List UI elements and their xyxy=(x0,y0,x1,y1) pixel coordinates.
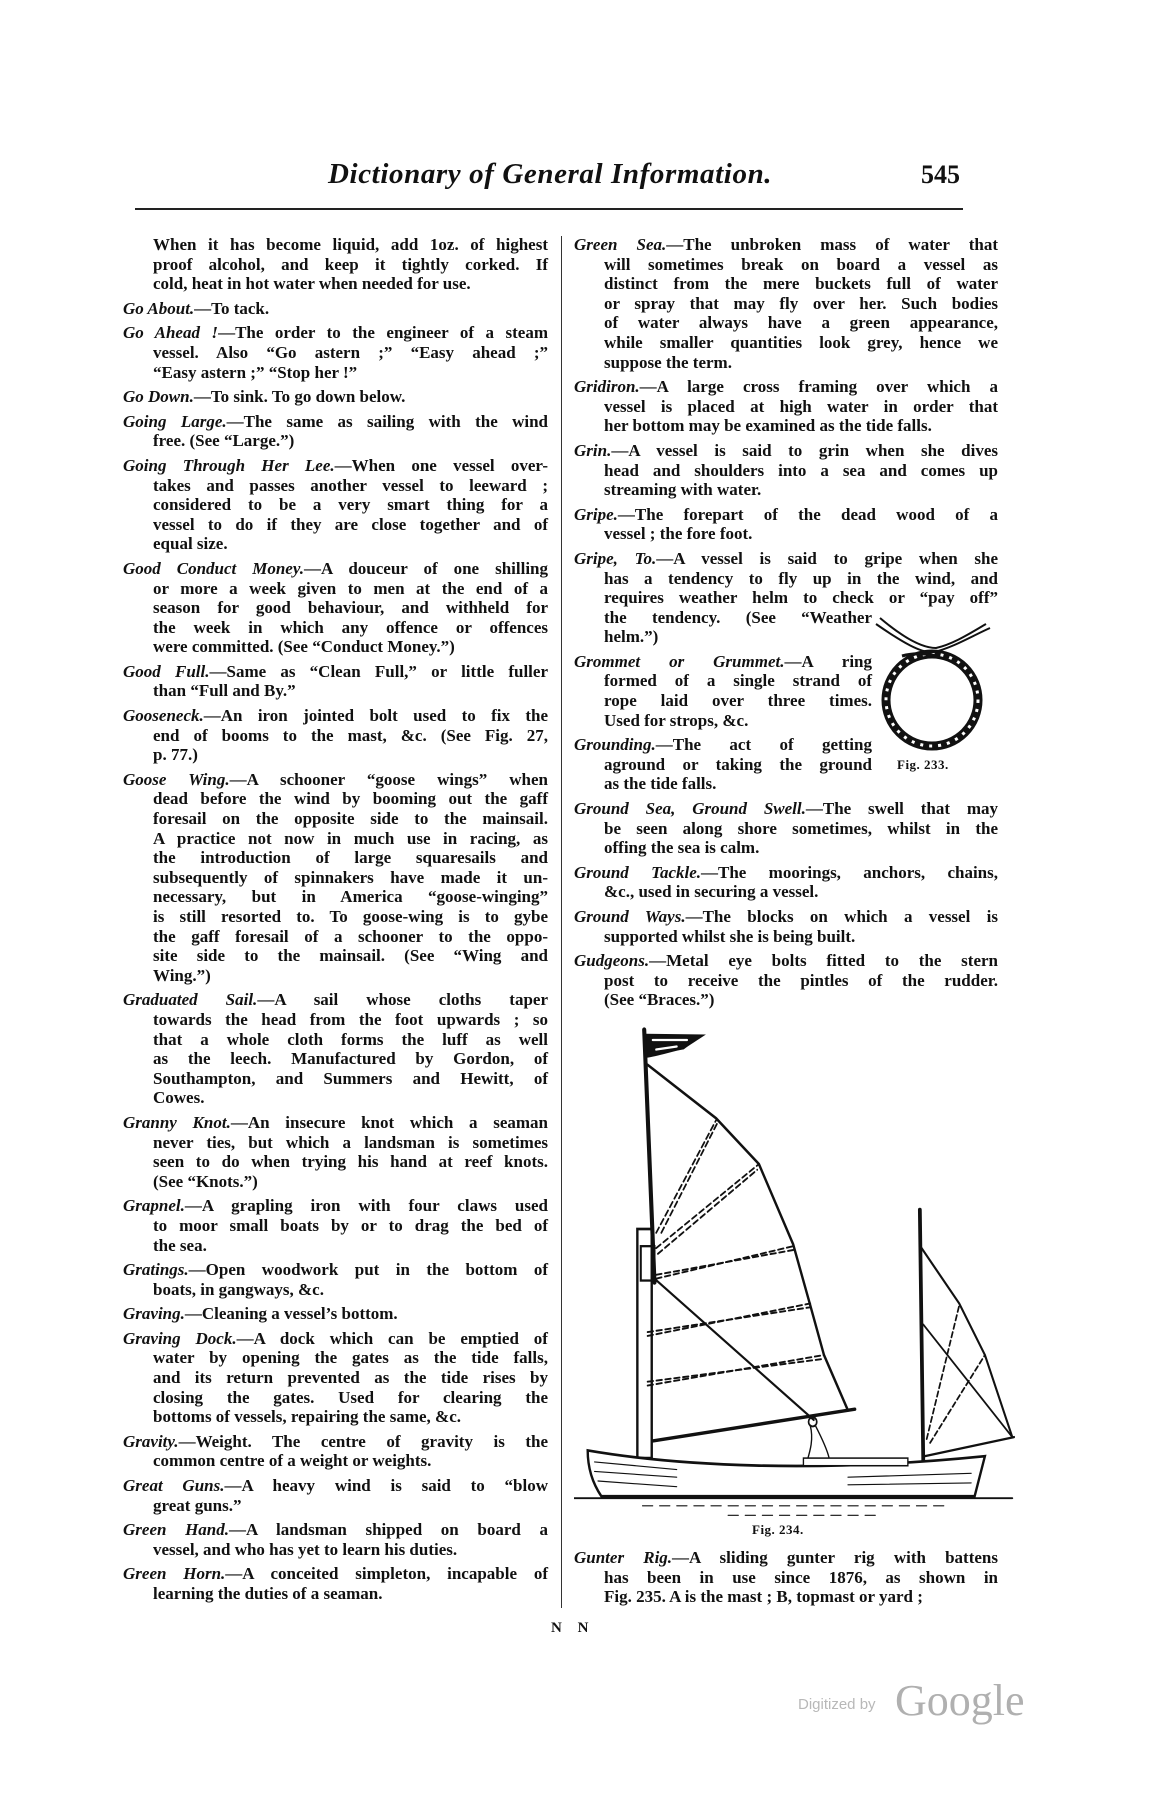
entry-text: takes and passes another vessel to leeward ; xyxy=(153,475,548,495)
entry-text: the introduction of large squaresails and xyxy=(153,848,548,868)
entry-text: or more a week given to men at the end of a xyxy=(153,578,548,598)
entry-term: Gooseneck. xyxy=(123,706,204,726)
entry-text: —A grapling iron with four claws used xyxy=(184,1196,548,1216)
entry-text: —When one vessel over- xyxy=(334,455,548,475)
entry-line xyxy=(153,1584,548,1604)
entry-term: Graving. xyxy=(123,1304,185,1324)
entry-line xyxy=(604,588,998,608)
entry-text: formed of a single strand of xyxy=(604,671,872,691)
entry-text: (See “Braces.”) xyxy=(604,990,715,1010)
entry-line xyxy=(123,412,548,432)
entry-text: —The swell that may xyxy=(805,799,998,819)
entry-line xyxy=(123,990,548,1010)
entry-term: Ground Ways. xyxy=(574,907,686,926)
entry-line xyxy=(123,559,548,579)
entry-text: the week in which any offence or offences xyxy=(153,617,548,637)
dictionary-entry xyxy=(574,907,998,946)
entry-text: as the leech. Manufactured by Gordon, of xyxy=(153,1049,548,1069)
dictionary-entry xyxy=(123,1304,548,1324)
entry-term: Go Down. xyxy=(123,387,194,407)
entry-text: —Open woodwork put in the bottom of xyxy=(188,1260,548,1280)
entry-line xyxy=(574,1548,998,1568)
entry-line xyxy=(153,946,548,966)
entry-text: common centre of a weight or weights. xyxy=(153,1451,432,1471)
entry-text: —A heavy wind is said to “blow xyxy=(224,1476,548,1496)
entry-line xyxy=(574,505,998,525)
dictionary-entry xyxy=(123,1196,548,1255)
dictionary-entry xyxy=(123,412,548,451)
entry-term: Graduated Sail. xyxy=(123,990,258,1010)
entry-term: Go About. xyxy=(123,298,195,318)
gunter-rig-boat-illustration xyxy=(574,1019,1026,1523)
dictionary-entry xyxy=(123,1564,548,1603)
entry-line xyxy=(153,274,548,294)
entry-line xyxy=(153,1152,548,1172)
entry-text: great guns.” xyxy=(153,1495,242,1515)
entry-term: Ground Tackle. xyxy=(574,862,702,882)
entry-text: —The same as sailing with the wind xyxy=(226,411,549,431)
entry-line xyxy=(604,524,998,544)
entry-text: —A conceited simpleton, incapable of xyxy=(225,1564,548,1584)
left-column xyxy=(123,235,548,1609)
dictionary-entry xyxy=(123,706,548,765)
entry-line xyxy=(123,1564,548,1584)
entry-text: dead before the wind by booming out the gaff xyxy=(153,789,548,809)
entry-text: the gaff foresail of a schooner to the oppo- xyxy=(153,926,548,946)
entry-line xyxy=(604,711,872,731)
dictionary-entry xyxy=(123,235,548,294)
entry-text: while smaller quantities look grey, hence we xyxy=(604,332,998,352)
entry-line xyxy=(153,495,548,515)
entry-text: —The order to the engineer of a steam xyxy=(218,323,548,343)
entry-text: her bottom may be examined as the tide falls. xyxy=(604,416,932,436)
entry-term: Green Hand. xyxy=(123,1520,229,1540)
entry-text: is still resorted to. To goose-wing is to gybe xyxy=(153,907,548,926)
entry-text: has been in use since 1876, as shown in xyxy=(604,1567,998,1587)
entry-text: vessel ; the fore foot. xyxy=(604,524,753,544)
entry-line xyxy=(604,461,998,481)
entry-line xyxy=(153,1133,548,1153)
entry-line xyxy=(604,480,998,500)
entry-line xyxy=(574,377,998,397)
entry-text: —A sliding gunter rig with battens xyxy=(672,1548,998,1567)
entry-text: proof alcohol, and keep it tightly corked. If xyxy=(153,254,548,274)
entry-line xyxy=(153,515,548,535)
entry-line xyxy=(604,755,872,775)
entry-text: —Cleaning a vessel’s bottom. xyxy=(184,1304,398,1324)
entry-text: —The unbroken mass of water that xyxy=(666,235,998,254)
entry-line xyxy=(604,416,998,436)
entry-text: —A dock which can be emptied of xyxy=(236,1328,548,1348)
entry-line xyxy=(123,323,548,343)
entry-text: vessel. Also “Go astern ;” “Easy ahead ;” xyxy=(153,342,548,362)
entry-text: (See “Knots.”) xyxy=(153,1171,258,1191)
dictionary-entry xyxy=(123,662,548,701)
entry-text: rope laid over three times. xyxy=(604,691,872,711)
entry-line xyxy=(153,1088,548,1108)
entry-line xyxy=(123,662,548,682)
entry-term: Going Through Her Lee. xyxy=(123,455,335,475)
entry-text: Used for strops, &c. xyxy=(604,710,749,730)
entry-line xyxy=(153,534,548,554)
entry-term: Gripe, To. xyxy=(574,548,657,568)
entry-line xyxy=(604,774,998,794)
entry-text: end of booms to the mast, &c. (See Fig. 27, xyxy=(153,725,548,745)
grommet-rope-illustration xyxy=(872,612,992,762)
entry-line xyxy=(123,1260,548,1280)
entry-text: closing the gates. Used for clearing the xyxy=(153,1387,548,1407)
entry-term: Gunter Rig. xyxy=(574,1548,673,1567)
entry-term: Graving Dock. xyxy=(123,1328,237,1348)
entry-line xyxy=(604,608,872,628)
entry-line xyxy=(604,313,998,333)
entry-text: —Weight. The centre of gravity is the xyxy=(178,1431,548,1451)
entry-text: —The forepart of the dead wood of a xyxy=(617,504,998,524)
entry-line xyxy=(123,387,548,407)
entry-text: boats, in gangways, &c. xyxy=(153,1279,324,1299)
entry-text: —The blocks on which a vessel is xyxy=(685,907,998,926)
dictionary-entry xyxy=(123,1260,548,1299)
entry-line xyxy=(153,1348,548,1368)
entry-text: and its return prevented as the tide rises by xyxy=(153,1368,548,1388)
entry-text: necessary, but in America “goose-winging” xyxy=(153,887,548,907)
entry-line xyxy=(153,1280,548,1300)
entry-text: cold, heat in hot water when needed for use. xyxy=(153,274,471,294)
entry-term: Grin. xyxy=(574,440,612,460)
entry-text: towards the head from the foot upwards ; so xyxy=(153,1009,548,1029)
dictionary-entry xyxy=(123,990,548,1108)
entry-text: learning the duties of a seaman. xyxy=(153,1584,383,1603)
entry-text: as the tide falls. xyxy=(604,774,717,794)
entry-text: A practice not now in much use in racing, as xyxy=(153,828,548,848)
entry-line xyxy=(153,681,548,701)
entry-text: “Easy astern ;” “Stop her !” xyxy=(153,362,358,382)
entry-term: Go Ahead ! xyxy=(123,323,219,343)
entry-line xyxy=(153,637,548,657)
entry-line xyxy=(604,990,998,1010)
entry-text: the sea. xyxy=(153,1235,207,1255)
entry-term: Going Large. xyxy=(123,411,227,431)
entry-line xyxy=(604,671,872,691)
entry-term: Good Conduct Money. xyxy=(123,558,305,578)
entry-line xyxy=(153,1540,548,1560)
entry-text: never ties, but which a landsman is sometimes xyxy=(153,1132,548,1152)
entry-text: —A douceur of one shilling xyxy=(304,558,548,578)
dictionary-entry xyxy=(123,1113,548,1191)
dictionary-entry xyxy=(574,951,998,1010)
entry-line xyxy=(123,1113,548,1133)
entry-text: to moor small boats by or to drag the bed of xyxy=(153,1215,548,1235)
entry-text: helm.”) xyxy=(604,627,659,647)
entry-gunter-rig xyxy=(574,1548,998,1612)
entry-text: equal size. xyxy=(153,534,228,554)
entry-line xyxy=(153,431,548,451)
entry-text: distinct from the mere buckets full of water xyxy=(604,274,998,294)
watermark-logo: Google xyxy=(895,1676,1025,1725)
dictionary-entry xyxy=(574,863,998,902)
dictionary-entry xyxy=(123,1329,548,1427)
entry-line xyxy=(153,1388,548,1408)
dictionary-entry xyxy=(123,387,548,407)
entry-text: subsequently of spinnakers have made it un- xyxy=(153,867,548,887)
entry-line xyxy=(153,927,548,947)
entry-line xyxy=(604,274,998,294)
entry-line xyxy=(153,363,548,383)
dictionary-entry xyxy=(574,505,998,544)
entry-line xyxy=(604,971,998,991)
entry-line xyxy=(153,1030,548,1050)
entry-text: head and shoulders into a sea and comes up xyxy=(604,460,998,480)
entry-line xyxy=(153,1216,548,1236)
entry-line xyxy=(153,907,548,927)
entry-line xyxy=(123,1329,548,1349)
entry-line xyxy=(123,1304,548,1324)
entry-line xyxy=(123,770,548,790)
dictionary-entry xyxy=(574,235,998,372)
dictionary-entry xyxy=(123,559,548,657)
entry-text: —The moorings, anchors, chains, xyxy=(701,862,998,882)
entry-line xyxy=(153,1069,548,1089)
entry-line xyxy=(153,726,548,746)
entry-line xyxy=(153,598,548,618)
entry-text: free. (See “Large.”) xyxy=(153,431,295,451)
dictionary-entry xyxy=(123,1476,548,1515)
entry-line xyxy=(153,1049,548,1069)
entry-line xyxy=(153,1407,548,1427)
entry-line xyxy=(604,819,998,839)
entry-text: seen to do when trying his hand at reef knots. xyxy=(153,1152,548,1172)
header-rule xyxy=(135,208,963,210)
entry-line xyxy=(574,652,872,672)
entry-text: aground or taking the ground xyxy=(604,754,872,774)
entry-term: Great Guns. xyxy=(123,1476,225,1496)
entry-text: —An insecure knot which a seaman xyxy=(230,1112,548,1132)
entry-text: —The act of getting xyxy=(655,735,872,755)
dictionary-entry xyxy=(123,456,548,554)
entry-term: Grapnel. xyxy=(123,1196,185,1216)
entry-line xyxy=(574,549,998,569)
entry-term: Green Sea. xyxy=(574,235,667,254)
entry-line xyxy=(574,863,998,883)
entry-text: the tendency. (See “Weather xyxy=(604,607,872,627)
entry-line xyxy=(153,618,548,638)
entry-text: vessel is placed at high water in order that xyxy=(604,396,998,416)
entry-line xyxy=(604,927,998,947)
entry-text: —Metal eye bolts fitted to the stern xyxy=(649,951,998,971)
dictionary-entry xyxy=(123,323,548,382)
entry-term: Green Horn. xyxy=(123,1564,226,1584)
entry-line xyxy=(153,1010,548,1030)
entry-line xyxy=(604,882,998,902)
entry-line xyxy=(153,868,548,888)
entry-line xyxy=(123,1432,548,1452)
entry-text: —A ring xyxy=(784,651,872,671)
entry-term: Gudgeons. xyxy=(574,951,650,971)
entry-line xyxy=(604,838,998,858)
entry-line xyxy=(123,1476,548,1496)
entry-text: —To tack. xyxy=(194,298,270,318)
entry-line xyxy=(153,235,548,255)
entry-text: offing the sea is calm. xyxy=(604,838,760,858)
entry-line xyxy=(574,951,998,971)
entry-text: —A landsman shipped on board a xyxy=(229,1520,548,1540)
dictionary-entry xyxy=(574,799,998,858)
page-number: 545 xyxy=(921,160,960,189)
entry-term: Gratings. xyxy=(123,1260,189,1280)
entry-text: of water always have a green appearance, xyxy=(604,313,998,333)
entry-line xyxy=(604,333,998,353)
figure-234-caption: Fig. 234. xyxy=(752,1522,804,1537)
entry-line xyxy=(153,809,548,829)
entry-line xyxy=(153,255,548,275)
entry-text: streaming with water. xyxy=(604,480,762,500)
entry-line xyxy=(604,1587,998,1607)
entry-text: suppose the term. xyxy=(604,352,732,372)
entry-term: Granny Knot. xyxy=(123,1112,231,1132)
entry-text: foresail on the opposite side to the mainsail. xyxy=(153,809,548,829)
entry-text: Fig. 235. A is the mast ; B, topmast or yard ; xyxy=(604,1587,923,1607)
entry-term: Gripe. xyxy=(574,504,618,524)
entry-term: Gridiron. xyxy=(574,377,640,397)
entry-line xyxy=(574,799,998,819)
entry-term: Ground Sea, Ground Swell. xyxy=(574,799,806,819)
entry-text: requires weather helm to check or “pay off” xyxy=(604,588,998,608)
entry-text: water by opening the gates as the tide falls, xyxy=(153,1348,548,1368)
entry-line xyxy=(604,627,872,647)
entry-line xyxy=(153,1451,548,1471)
entry-text: be seen along shore sometimes, whilst in the xyxy=(604,818,998,838)
dictionary-entry xyxy=(123,1432,548,1471)
entry-line xyxy=(123,1196,548,1216)
entry-text: has a tendency to fly up in the wind, and xyxy=(604,568,998,588)
entry-text: vessel to do if they are close together and of xyxy=(153,514,548,534)
dictionary-entry xyxy=(123,299,548,319)
entry-text: post to receive the pintles of the rudder. xyxy=(604,970,998,990)
entry-line xyxy=(574,235,998,255)
entry-text: —A vessel is said to gripe when she xyxy=(656,548,998,568)
entry-line xyxy=(153,745,548,765)
entry-line xyxy=(574,441,998,461)
signature-mark: N N xyxy=(551,1620,595,1636)
entry-text: —A large cross framing over which a xyxy=(639,377,998,397)
dictionary-entry xyxy=(123,770,548,986)
running-title: Dictionary of General Information. xyxy=(328,158,773,190)
entry-term: Grounding. xyxy=(574,735,656,755)
entry-text: &c., used in securing a vessel. xyxy=(604,882,819,902)
entry-line xyxy=(153,1496,548,1516)
entry-text: Wing.”) xyxy=(153,965,211,985)
entry-text: —A vessel is said to grin when she dives xyxy=(611,440,998,460)
entry-text: will sometimes break on board a vessel as xyxy=(604,254,998,274)
entry-line xyxy=(153,887,548,907)
entry-text: —A schooner “goose wings” when xyxy=(229,769,549,789)
entry-text: vessel, and who has yet to learn his duties. xyxy=(153,1539,458,1559)
entry-term: Gravity. xyxy=(123,1431,179,1451)
entry-line xyxy=(123,706,548,726)
entry-text: were committed. (See “Conduct Money.”) xyxy=(153,637,455,657)
entry-line xyxy=(604,1568,998,1588)
entry-line xyxy=(604,397,998,417)
entry-line xyxy=(153,343,548,363)
entry-text: —An iron jointed bolt used to fix the xyxy=(203,706,548,726)
dictionary-entry xyxy=(574,441,998,500)
entry-text: —Same as “Clean Full,” or little fuller xyxy=(209,661,548,681)
dictionary-entry xyxy=(123,1520,548,1559)
entry-text: —To sink. To go down below. xyxy=(193,387,406,407)
entry-line xyxy=(123,299,548,319)
entry-term: Good Full. xyxy=(123,661,210,681)
entry-text: Cowes. xyxy=(153,1088,205,1108)
entry-text: —A sail whose cloths taper xyxy=(257,990,548,1010)
entry-line xyxy=(153,829,548,849)
entry-line xyxy=(153,966,548,986)
entry-text: or spray that may fly over her. Such bodies xyxy=(604,293,998,313)
entry-text: p. 77.) xyxy=(153,745,198,765)
entry-term: Grommet or Grummet. xyxy=(574,651,785,671)
entry-term: Goose Wing. xyxy=(123,769,230,789)
entry-line xyxy=(604,569,998,589)
entry-text: than “Full and By.” xyxy=(153,681,296,701)
entry-line xyxy=(153,579,548,599)
entry-line xyxy=(153,476,548,496)
entry-line xyxy=(153,1172,548,1192)
entry-text: season for good behaviour, and withheld for xyxy=(153,598,548,618)
entry-line xyxy=(604,691,872,711)
entry-line xyxy=(153,1368,548,1388)
entry-line xyxy=(153,1236,548,1256)
watermark-prefix: Digitized by xyxy=(798,1696,876,1713)
entry-text: When it has become liquid, add 1oz. of highest xyxy=(153,235,548,254)
figure-233-caption: Fig. 233. xyxy=(897,757,949,772)
entry-line xyxy=(123,456,548,476)
dictionary-entry xyxy=(574,377,998,436)
entry-line xyxy=(574,907,998,927)
column-divider xyxy=(561,236,562,1608)
entry-line xyxy=(153,789,548,809)
entry-text: Southampton, and Summers and Hewitt, of xyxy=(153,1068,548,1088)
entry-text: supported whilst she is being built. xyxy=(604,926,856,946)
entry-text: site side to the mainsail. (See “Wing and xyxy=(153,946,548,966)
entry-line xyxy=(604,255,998,275)
entry-line xyxy=(604,294,998,314)
entry-text: that a whole cloth forms the luff as well xyxy=(153,1029,548,1049)
entry-line xyxy=(604,353,998,373)
entry-text: bottoms of vessels, repairing the same, &c. xyxy=(153,1407,462,1427)
entry-line xyxy=(123,1520,548,1540)
entry-line xyxy=(574,735,872,755)
entry-line xyxy=(153,848,548,868)
entry-text: considered to be a very smart thing for a xyxy=(153,495,548,515)
dictionary-entry xyxy=(574,1548,998,1607)
